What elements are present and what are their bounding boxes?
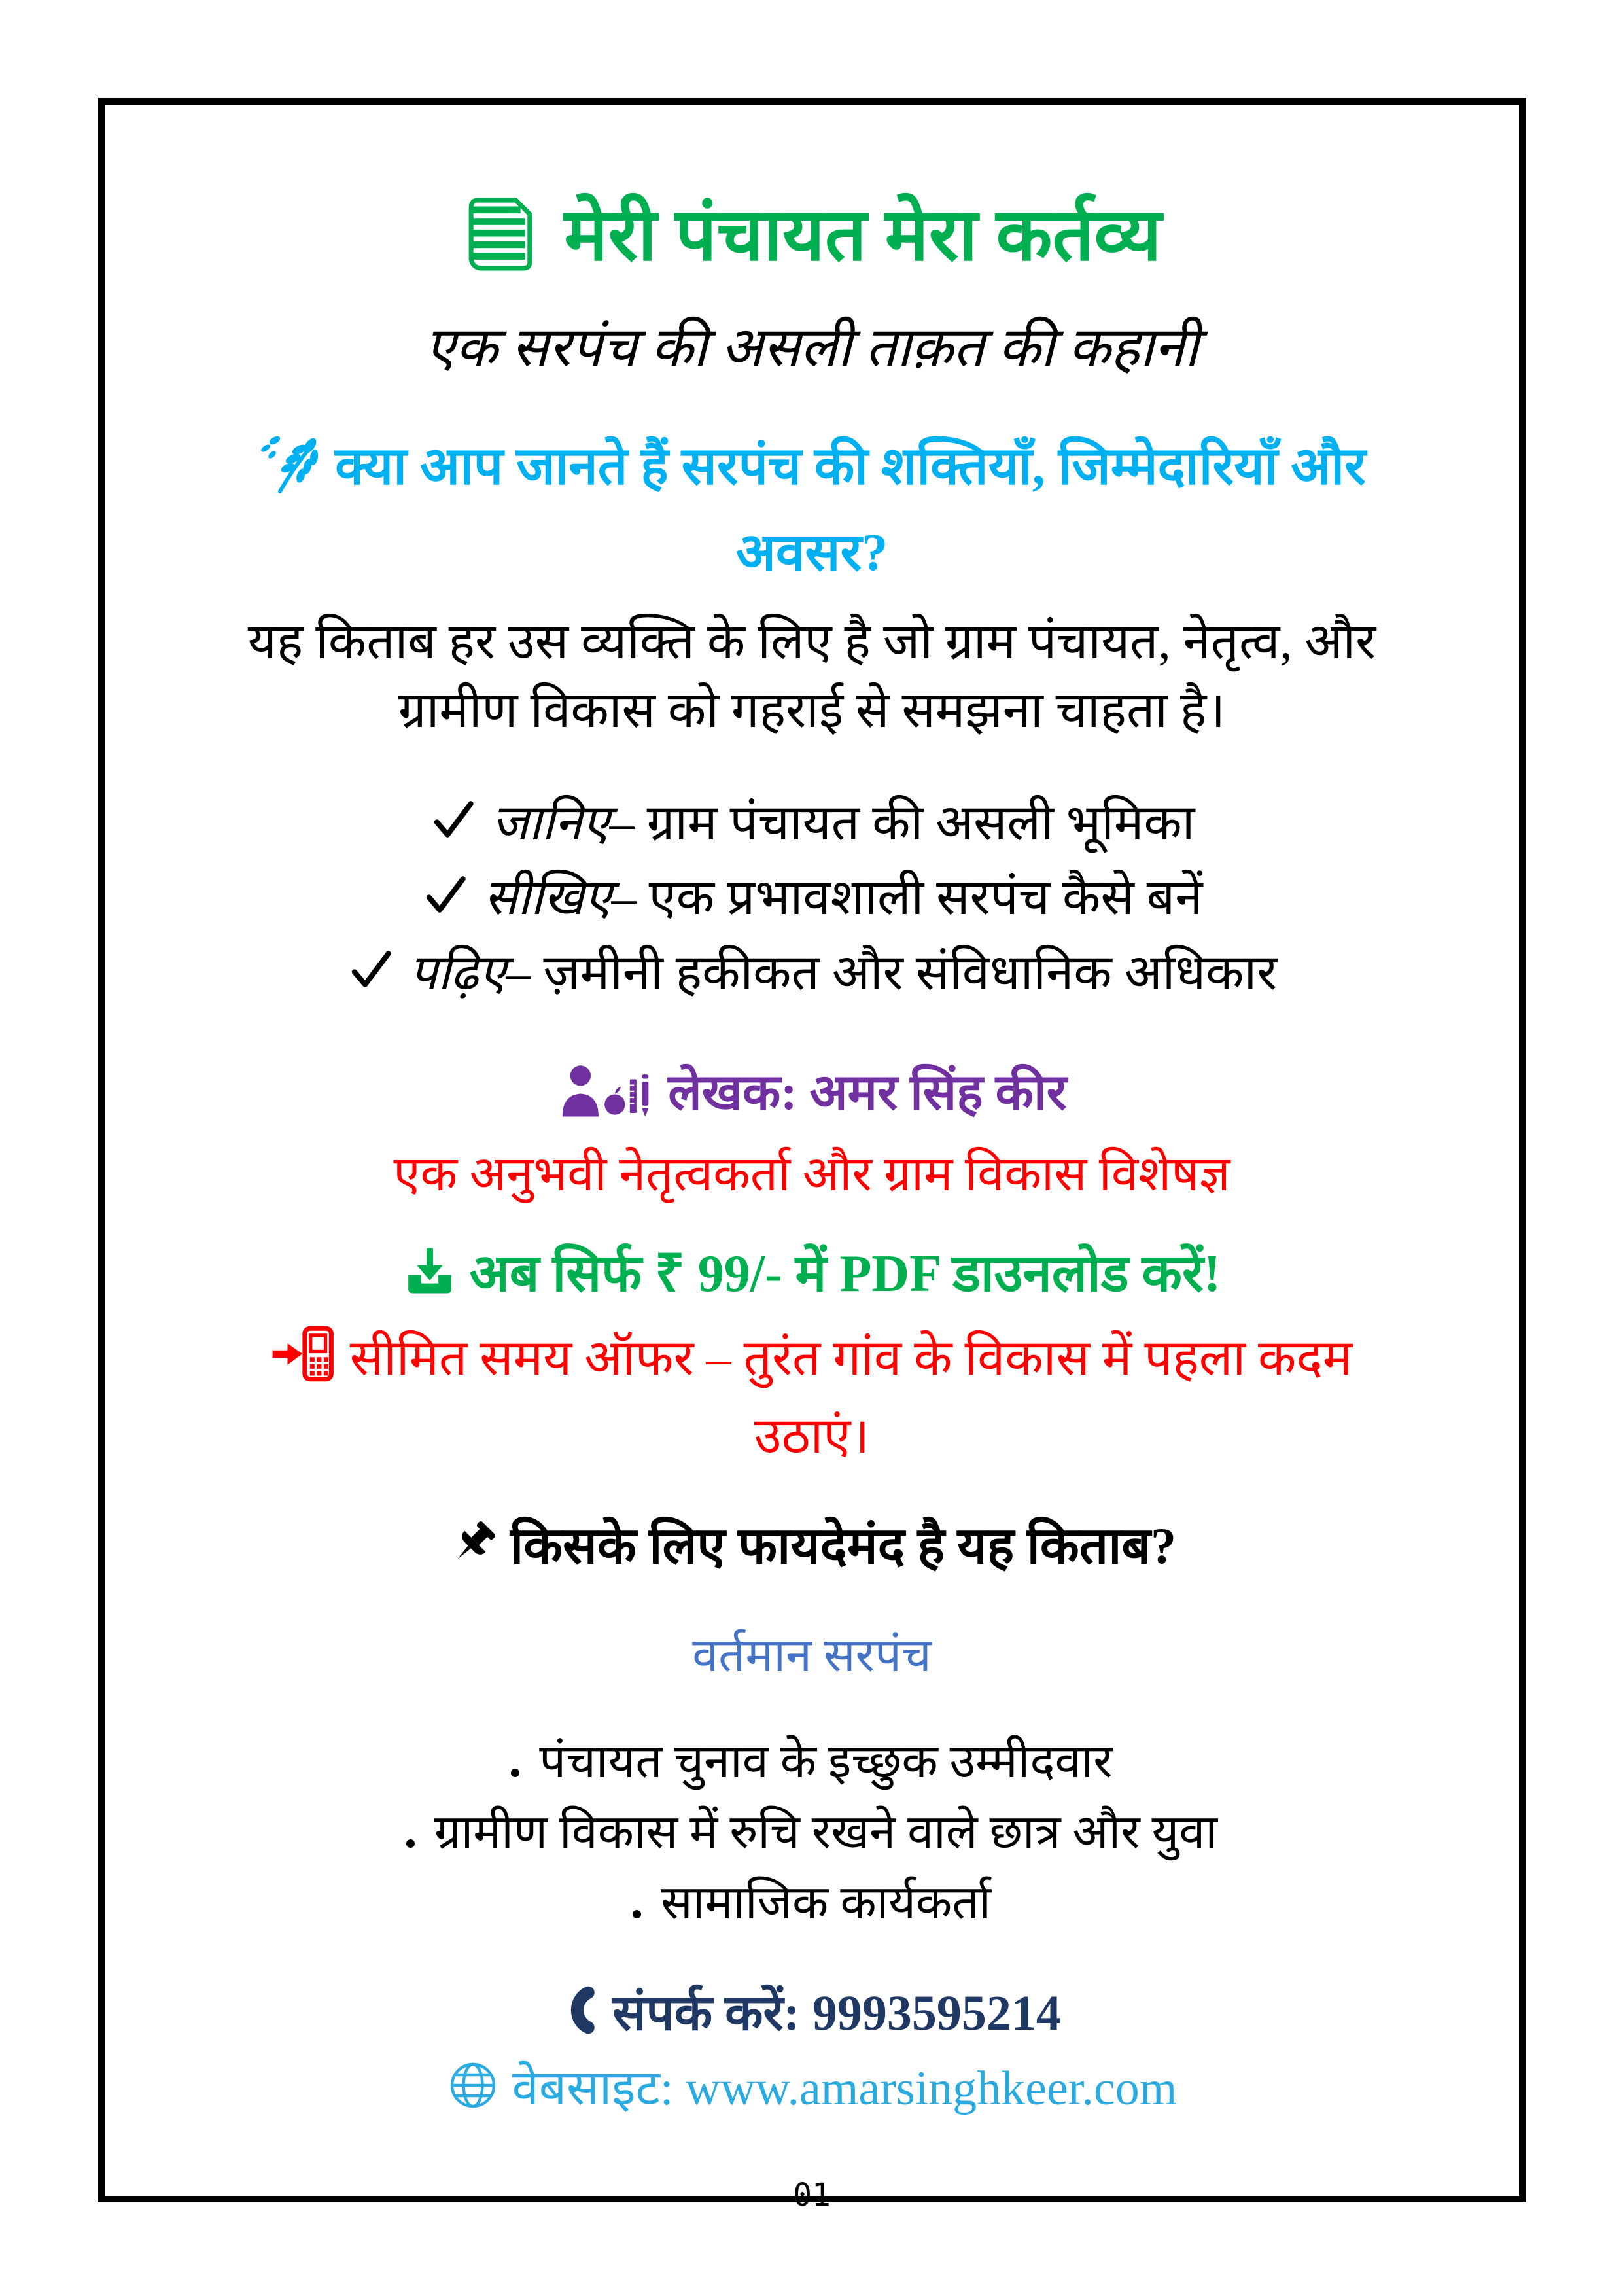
bullet-dot-icon xyxy=(406,1839,415,1848)
list-item: ग्रामीण विकास में रुचि रखने वाले छात्र और युवा xyxy=(164,1797,1460,1867)
pushpin-icon xyxy=(447,1519,497,1585)
limited-offer-text: सीमित समय ऑफर – तुरंत गांव के विकास में पहला कदम उठाएं। xyxy=(349,1330,1353,1464)
price-value: ₹ 99/- xyxy=(654,1245,782,1303)
phone-label: संपर्क करें: xyxy=(612,1985,800,2041)
list-item: सामाजिक कार्यकर्ता xyxy=(164,1867,1460,1938)
beneficiaries-heading: किसके लिए फायदेमंद है यह किताब? xyxy=(164,1513,1460,1585)
author-label: लेखक: अमर सिंह कीर xyxy=(668,1065,1067,1121)
website-line xyxy=(164,2057,1460,2127)
author-teacher-icon xyxy=(557,1060,655,1135)
page-border xyxy=(98,98,1526,2214)
beneficiary-list xyxy=(164,1726,1460,1938)
page-title-row xyxy=(164,190,1460,281)
author-line xyxy=(164,1060,1460,1135)
page-content xyxy=(105,105,1519,2214)
intro-text: यह किताब हर उस व्यक्ति के लिए है जो ग्राम पंचायत, नेतृत्व, और ग्रामीण विकास को गहराई से समझना चाहता है। xyxy=(247,614,1376,738)
website-label: वेबसाइट: xyxy=(512,2061,674,2115)
price-line: अब सिर्फ ₹ 99/- में PDF डाउनलोड करें! xyxy=(164,1240,1460,1315)
beneficiary-highlight: वर्तमान सरपंच xyxy=(692,1629,932,1682)
question-heading xyxy=(164,429,1460,591)
page-number: 01 xyxy=(793,2176,831,2214)
phone-icon xyxy=(563,1986,599,2051)
website-url: www.amarsinghkeer.com xyxy=(685,2061,1178,2115)
download-icon xyxy=(403,1244,457,1315)
feature-item: जानिए– ग्राम पंचायत की असली भूमिका xyxy=(164,788,1460,864)
check-icon xyxy=(421,868,470,938)
book-icon xyxy=(462,196,539,276)
author-description: एक अनुभवी नेतृत्वकर्ता और ग्राम विकास विशेषज्ञ xyxy=(393,1148,1230,1202)
page-title: मेरी पंचायत मेरा कर्तव्य xyxy=(564,195,1162,276)
bullet-dot-icon xyxy=(511,1769,519,1777)
feature-list xyxy=(164,788,1460,1014)
feature-item: पढ़िए– ज़मीनी हकीकत और संविधानिक अधिकार xyxy=(164,938,1460,1014)
check-icon xyxy=(429,792,478,863)
mobile-arrow-icon xyxy=(271,1325,337,1402)
check-icon xyxy=(347,942,395,1013)
list-item: पंचायत चुनाव के इच्छुक उम्मीदवार xyxy=(164,1726,1460,1797)
globe-icon xyxy=(447,2059,499,2127)
bullet-dot-icon xyxy=(633,1910,641,1918)
pdf-label: PDF xyxy=(839,1245,939,1303)
limited-offer-line xyxy=(164,1324,1460,1472)
rice-plant-icon xyxy=(258,429,323,515)
phone-number: 9993595214 xyxy=(812,1985,1061,2041)
question-heading-text: क्या आप जानते हैं सरपंच की शक्तियाँ, जिम्मेदारियाँ और अवसर? xyxy=(335,438,1366,582)
feature-item: सीखिए– एक प्रभावशाली सरपंच कैसे बनें xyxy=(164,863,1460,938)
subtitle: एक सरपंच की असली ताक़त की कहानी xyxy=(425,317,1199,378)
contact-line xyxy=(164,1981,1460,2051)
